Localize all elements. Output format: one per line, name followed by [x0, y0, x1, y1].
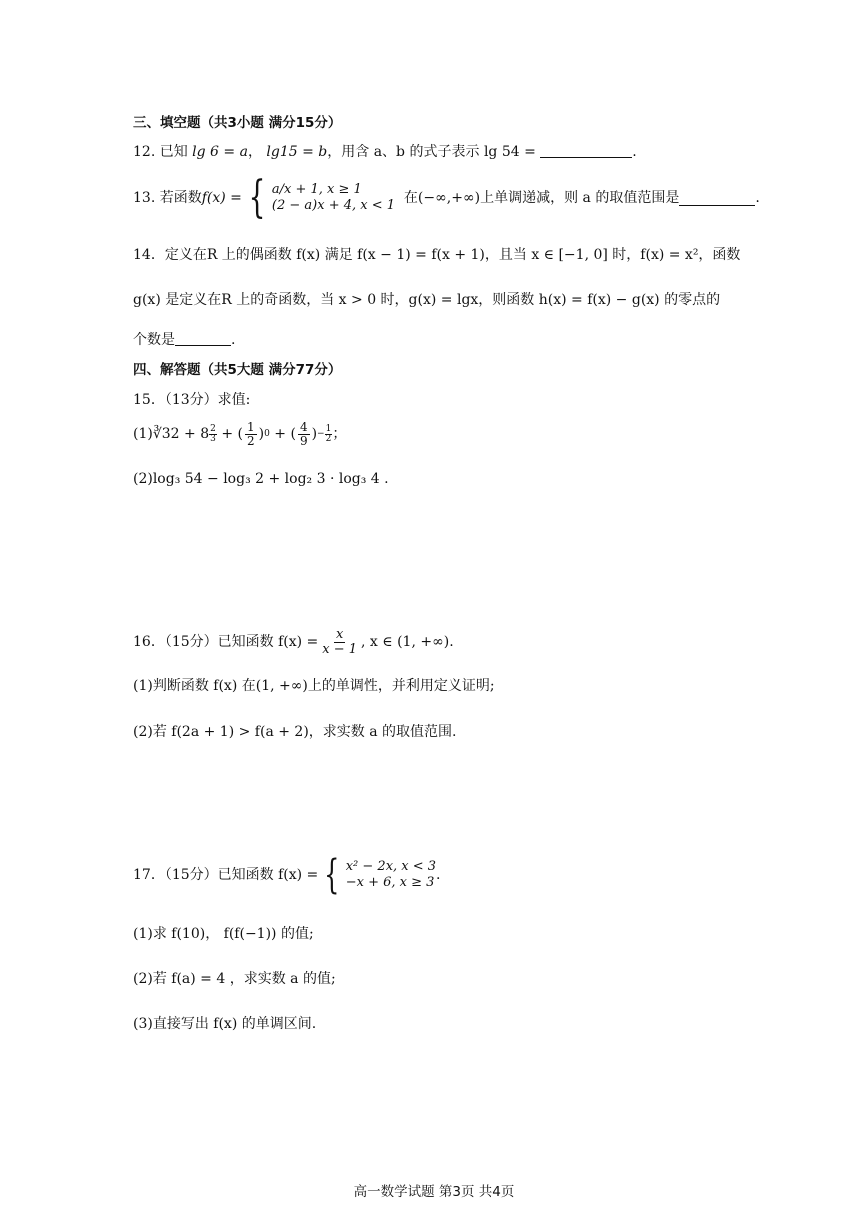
q15-part-2: (2)log₃ 54 − log₃ 2 + log₂ 3 · log₃ 4 .: [133, 471, 389, 487]
q14-line-2: g(x) 是定义在R 上的奇函数，当 x > 0 时，g(x) = lgx，则函数 h(x) = f(x) − g(x) 的零点的: [133, 292, 721, 308]
q12-expr-3: lg 54 =: [483, 144, 536, 160]
q13-end: .: [755, 190, 760, 206]
q15-p1-frac-1: $\frac{1}{2}$: [246, 419, 255, 448]
q15-p1-close-1: ): [258, 426, 265, 442]
q17-part-1: (1)求 f(10)， f(f(−1)) 的值;: [133, 926, 314, 942]
q13-text-1: 若函数: [159, 190, 202, 206]
q17-case-1: x² − 2x, x < 3: [345, 858, 437, 874]
q13-case-1: a/x + 1, x ≥ 1: [271, 181, 362, 197]
q17-case-2: −x + 6, x ≥ 3: [345, 875, 435, 890]
q15-p1-label: (1): [133, 426, 153, 442]
q17-end: .: [436, 867, 441, 883]
q13-function: f(x) =: [201, 190, 242, 206]
q15-p1-end: ；: [332, 426, 347, 442]
q15-part-1: [133, 416, 346, 452]
q13-number: 13.: [133, 190, 156, 206]
q12-answer-blank[interactable]: [540, 143, 632, 158]
q16-heading: 16．（15分）已知函数 f(x) =: [133, 634, 319, 650]
page-footer: 高一数学试题 第3页 共4页: [353, 1184, 515, 1200]
question-12: [133, 142, 637, 162]
q14-line-3: [133, 330, 235, 350]
section-4-heading: 四、解答题（共5大题 满分77分）: [133, 362, 342, 378]
q15-heading: 15．（13分）求值:: [133, 392, 251, 408]
q17-part-2: (2)若 f(a) = 4 ，求实数 a 的值;: [133, 971, 336, 987]
q15-p1-frac-2: $\frac{4}{9}$: [299, 419, 308, 448]
q12-number: 12.: [133, 144, 156, 160]
q17-part-3: (3)直接写出 f(x) 的单调区间.: [133, 1016, 317, 1032]
q15-p1-close-2: ): [311, 426, 318, 442]
q12-sep: ，: [247, 144, 262, 160]
q14-text: 个数是: [133, 332, 175, 348]
q12-expr-2: lg15 = b: [266, 144, 328, 160]
q12-text-2: ，用含 a、b 的式子表示: [327, 144, 480, 160]
q14-line-1: 14．定义在R 上的偶函数 f(x) 满足 f(x − 1) = f(x + 1)，且当 x ∈ [−1, 0] 时，f(x) = x²，函数: [133, 247, 741, 263]
q17-heading: 17．（15分）已知函数 f(x) =: [133, 867, 319, 883]
question-16: [133, 625, 454, 659]
q13-answer-blank[interactable]: [679, 191, 755, 206]
left-brace-icon: {: [248, 172, 266, 223]
question-17: [133, 850, 441, 900]
q15-p1-root: ∛32: [152, 426, 180, 442]
q16-part-1: (1)判断函数 f(x) 在(1, +∞)上的单调性，并利用定义证明;: [133, 678, 495, 694]
q12-end: .: [632, 144, 637, 160]
q14-answer-blank[interactable]: [175, 331, 231, 346]
q17-piecewise: [318, 852, 437, 898]
q15-p1-term-3: + (: [221, 426, 243, 442]
q12-expr-1: lg 6 = a: [192, 144, 248, 160]
section-3-heading: 三、填空题（共3小题 满分15分）: [133, 115, 342, 131]
q16-part-2: (2)若 f(2a + 1) > f(a + 2)，求实数 a 的取值范围.: [133, 724, 457, 740]
left-brace-icon: {: [324, 852, 340, 898]
question-13: [133, 168, 760, 228]
q15-p1-term-4: + (: [274, 426, 296, 442]
q13-case-2: (2 − a)x + 4, x < 1: [271, 198, 396, 213]
q15-p1-exp-1: $\frac{2}{3}$: [210, 423, 216, 444]
q13-text-2: 在(−∞,+∞)上单调递减，则 a 的取值范围是: [403, 190, 680, 206]
q16-fraction: $\frac{x}{x - 1}$: [322, 626, 358, 657]
q13-piecewise: [242, 172, 396, 223]
q15-p1-pow-0: 0: [264, 429, 270, 439]
q14-end: .: [231, 332, 236, 348]
q12-text-1: 已知: [159, 144, 188, 160]
q16-domain: , x ∈ (1, +∞).: [361, 634, 454, 650]
q15-p1-exp-2: − $\frac{1}{2}$: [317, 423, 332, 444]
q15-p1-term-2: + 8: [184, 426, 210, 442]
